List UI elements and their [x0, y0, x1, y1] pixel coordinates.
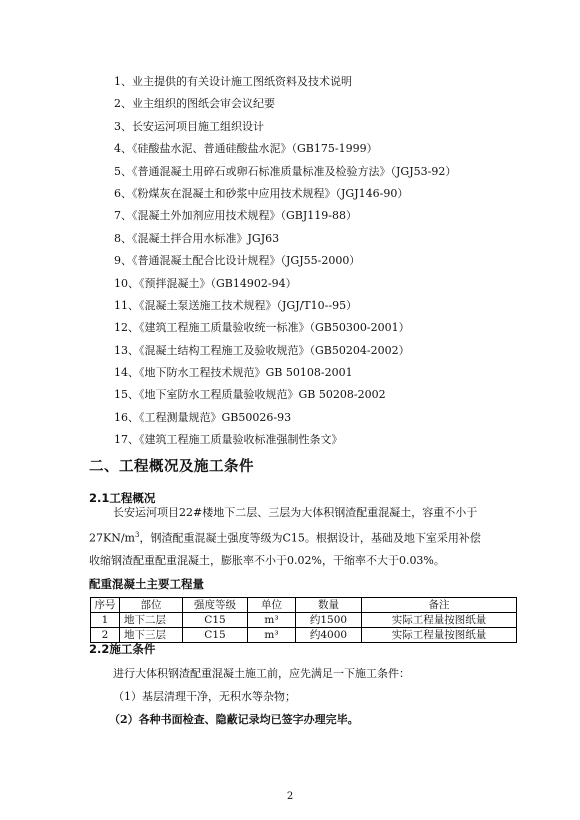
condition-item: （2）各种书面检查、隐蔽记录均已签字办理完毕。: [109, 713, 359, 726]
table-cell: m³: [248, 628, 296, 643]
table-cell: 地下三层: [120, 628, 183, 643]
reference-item: 16、《工程测量规范》GB50026-93: [114, 410, 292, 424]
reference-item: 3、长安运河项目施工组织设计: [114, 119, 264, 133]
page-number: 2: [286, 791, 294, 802]
column-header: 数量: [296, 598, 362, 613]
table-cell: C15: [183, 613, 248, 628]
quantity-table: [90, 597, 517, 643]
reference-item: 10、《预拌混凝土》（GB14902-94）: [114, 276, 297, 290]
table-cell: C15: [183, 628, 248, 643]
table-cell: 地下二层: [120, 613, 183, 628]
text-span: 27KN/m: [89, 531, 135, 545]
table-cell: 约1500: [296, 613, 362, 628]
paragraph-line: 长安运河项目22#楼地下二层、三层为大体积钢渣配重混凝土，容重不小于: [113, 506, 478, 519]
paragraph-line: 收缩钢渣配重配重混凝土，膨胀率不小于0.02%，干缩率不大于0.03%。: [89, 553, 445, 567]
reference-list: [114, 71, 456, 452]
table-cell: 实际工程量按图纸量: [362, 613, 517, 628]
section-heading: 二、工程概况及施工条件: [89, 459, 254, 475]
overview-paragraph: [89, 502, 519, 572]
paragraph-line: [89, 524, 519, 550]
table-row: [91, 613, 517, 628]
column-header: 序号: [91, 598, 120, 613]
reference-item: 15、《地下室防水工程质量验收规范》GB 50208-2002: [114, 388, 386, 402]
subsection-heading: 2.1工程概况: [89, 491, 156, 505]
table-cell: 1: [91, 613, 120, 628]
reference-item: 13、《混凝土结构工程施工及验收规范》（GB50204-2002）: [114, 343, 410, 357]
column-header: 备注: [362, 598, 517, 613]
reference-item: 7、《混凝土外加剂应用技术规程》（GBJ119-88）: [114, 209, 357, 223]
condition-item: （1）基层清理干净，无积水等杂物；: [113, 690, 296, 703]
table-title: 配重混凝土主要工程量: [89, 577, 204, 591]
table-cell: 约4000: [296, 628, 362, 643]
superscript: 3: [134, 531, 140, 539]
column-header: 部位: [120, 598, 183, 613]
column-header: 强度等级: [183, 598, 248, 613]
reference-item: 4、《硅酸盐水泥、普通硅酸盐水泥》（GB175-1999）: [114, 142, 378, 156]
conditions-list: [89, 662, 410, 731]
subsection-heading: 2.2施工条件: [89, 642, 156, 656]
reference-item: 8、《混凝土拌合用水标准》JGJ63: [114, 231, 280, 245]
reference-item: 11、《混凝土泵送施工技术规程》（JGJ/T10--95）: [114, 298, 358, 312]
reference-item: 9、《普通混凝土配合比设计规程》（JGJ55-2000）: [114, 254, 361, 268]
reference-item: 14、《地下防水工程技术规范》GB 50108-2001: [114, 366, 353, 380]
reference-item: 17、《建筑工程施工质量验收标准强制性条文》: [114, 433, 343, 447]
column-header: 单位: [248, 598, 296, 613]
table-cell: 实际工程量按图纸量: [362, 628, 517, 643]
table-cell: m³: [248, 613, 296, 628]
reference-item: 12、《建筑工程施工质量验收统一标准》（GB50300-2001）: [114, 321, 410, 335]
reference-item: 6、《粉煤灰在混凝土和砂浆中应用技术规程》（JGJ146-90）: [114, 186, 409, 200]
table-cell: 2: [91, 628, 120, 643]
text-span: ，钢渣配重混凝土强度等级为C15。根据设计，基础及地下室采用补偿: [139, 531, 481, 545]
reference-item: 2、业主组织的图纸会审会议纪要: [114, 97, 275, 111]
table-header-row: [91, 598, 517, 613]
conditions-intro: 进行大体积钢渣配重混凝土施工前，应先满足一下施工条件：: [113, 667, 410, 680]
reference-item: 5、《普通混凝土用碎石或卵石标准质量标准及检验方法》（JGJ53-92）: [114, 164, 457, 178]
reference-item: 1、业主提供的有关设计施工图纸资料及技术说明: [114, 75, 352, 88]
